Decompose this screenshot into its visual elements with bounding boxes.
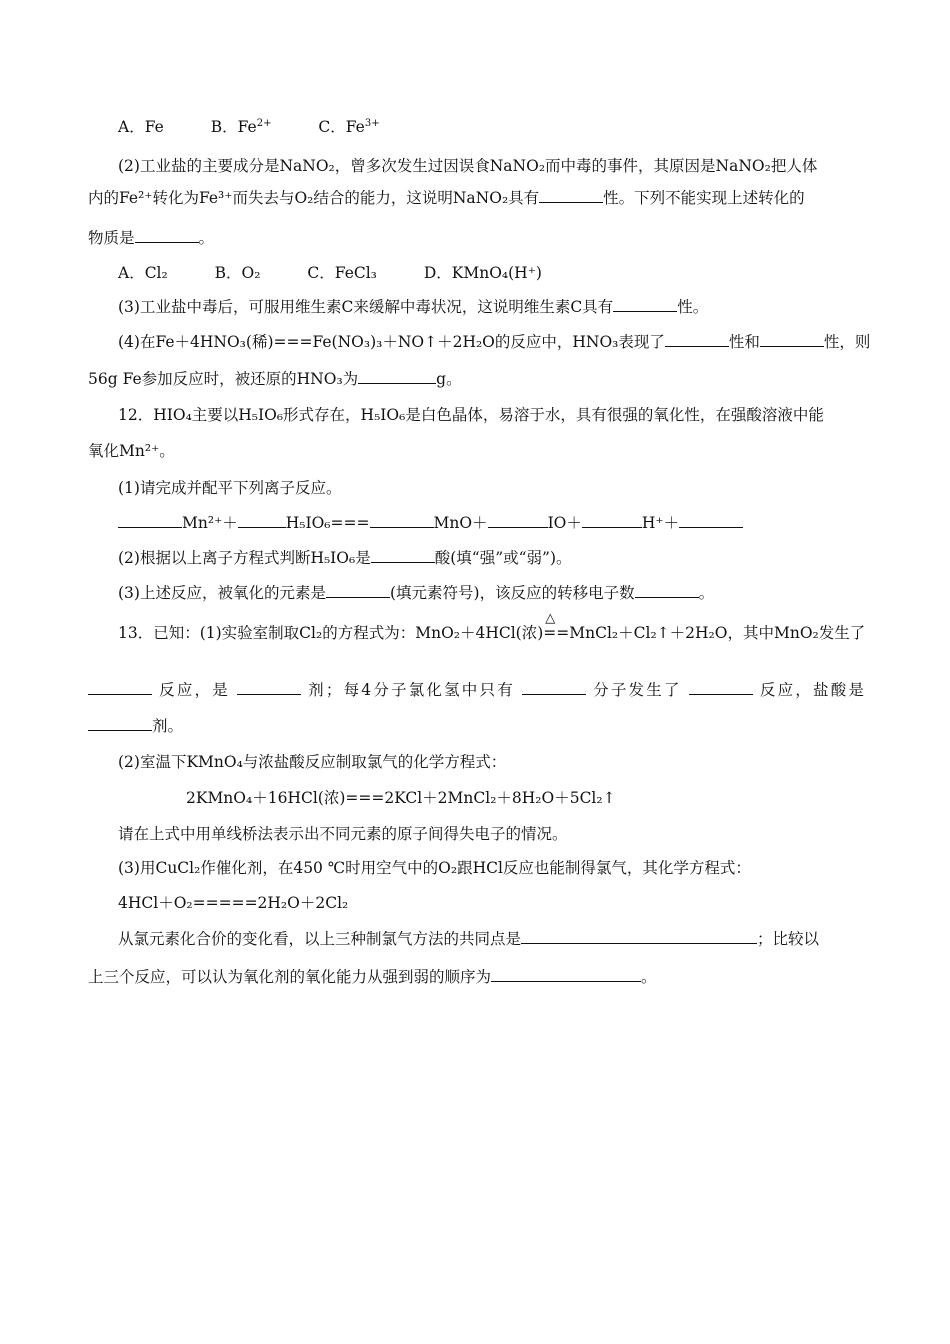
option-a: A．Cl₂ [118,264,168,282]
q11-options-1 [118,116,864,138]
answer-blank[interactable] [491,967,641,982]
answer-blank[interactable] [135,228,199,243]
answer-blank[interactable] [539,188,603,203]
q11-part2-line2: 内的Fe²⁺转化为Fe³⁺而失去与O₂结合的能力，这说明NaNO₂具有 性。下列不能实现上述转化的 [88,189,805,207]
q11-part4-line1: (4)在Fe＋4HNO₃(稀)===Fe(NO₃)₃＋NO↑＋2H₂O的反应中，HNO₃表现了 性和 性，则 [118,333,871,351]
answer-blank[interactable] [522,680,586,695]
option-b: B．$Fe^{2+}$ [210,117,272,136]
coefficient-blank[interactable] [238,513,286,528]
q11-part2-line1: (2)工业盐的主要成分是NaNO₂，曾多次发生过因误食NaNO₂而中毒的事件，其原因是NaNO₂把人体 [118,157,818,175]
answer-blank[interactable] [521,929,757,944]
option-c: C．$Fe^{3+}$ [318,117,380,136]
q13-stem-line3: 剂。 [88,715,864,737]
option-c: C．FeCl₃ [307,264,377,282]
q11-options-2 [118,262,864,284]
heat-triangle-icon: △ [545,611,556,626]
answer-blank[interactable] [613,297,677,312]
q12-ionic-equation: Mn²⁺＋ H₅IO₆=== MnO＋ IO＋ H⁺＋ [118,512,864,534]
q13-part4-line1: 从氯元素化合价的变化看，以上三种制氯气方法的共同点是 ；比较以 [118,930,820,948]
q13-part2-instruction: 请在上式中用单线桥法表示出不同元素的原子间得失电子的情况。 [118,825,568,843]
coefficient-blank[interactable] [488,513,548,528]
q13-equation-3: 4HCl＋O₂=====2H₂O＋2Cl₂ [118,894,349,912]
option-b: B．O₂ [214,264,261,282]
answer-blank[interactable] [326,583,390,598]
answer-blank[interactable] [371,548,435,563]
answer-blank[interactable] [88,680,152,695]
q12-part1: (1)请完成并配平下列离子反应。 [118,479,342,497]
q12-part2: (2)根据以上离子方程式判断H₅IO₆是 酸(填“强”或“弱”)。 [118,549,572,567]
heating-condition: △ == [543,622,569,644]
product-blank[interactable] [679,513,743,528]
q13-stem-line1: 13．已知：(1)实验室制取Cl₂的方程式为：MnO₂＋4HCl(浓) △ ==MnCl₂＋Cl₂↑＋2H₂O，其中MnO₂发生了 [118,622,864,644]
option-d: D．KMnO₄(H⁺) [423,264,542,282]
answer-blank[interactable] [88,716,152,731]
q13-part2: (2)室温下KMnO₄与浓盐酸反应制取氯气的化学方程式： [118,753,507,771]
q13-stem-line2: 反应，是 剂；每4分子氯化氢中只有 分子发生了 反应，盐酸是 [88,679,864,701]
coefficient-blank[interactable] [118,513,182,528]
q12-stem-line2: 氧化Mn²⁺。 [88,442,175,460]
option-a: A．Fe [118,118,164,136]
answer-blank[interactable] [635,583,699,598]
answer-blank[interactable] [237,680,301,695]
coefficient-blank[interactable] [582,513,642,528]
answer-blank[interactable] [358,369,436,384]
answer-blank[interactable] [689,680,753,695]
q11-part4-line2: 56g Fe参加反应时，被还原的HNO₃为 g。 [88,370,462,388]
coefficient-blank[interactable] [370,513,434,528]
q13-equation-2: 2KMnO₄＋16HCl(浓)===2KCl＋2MnCl₂＋8H₂O＋5Cl₂↑ [186,789,616,807]
q13-part4-line2: 上三个反应，可以认为氧化剂的氧化能力从强到弱的顺序为 。 [88,968,657,986]
q12-stem-line1: 12．HIO₄主要以H₅IO₆形式存在，H₅IO₆是白色晶体，易溶于水，具有很强的氧化性，在强酸溶液中能 [118,406,824,424]
q12-part3: (3)上述反应，被氧化的元素是 (填元素符号)，该反应的转移电子数 。 [118,584,715,602]
answer-blank[interactable] [665,332,729,347]
answer-blank[interactable] [760,332,824,347]
q11-part3: (3)工业盐中毒后，可服用维生素C来缓解中毒状况，这说明维生素C具有 性。 [118,298,709,316]
q13-part3: (3)用CuCl₂作催化剂，在450 ℃时用空气中的O₂跟HCl反应也能制得氯气，其化学方程式： [118,859,751,877]
q11-part2-line3: 物质是 。 [88,229,215,247]
